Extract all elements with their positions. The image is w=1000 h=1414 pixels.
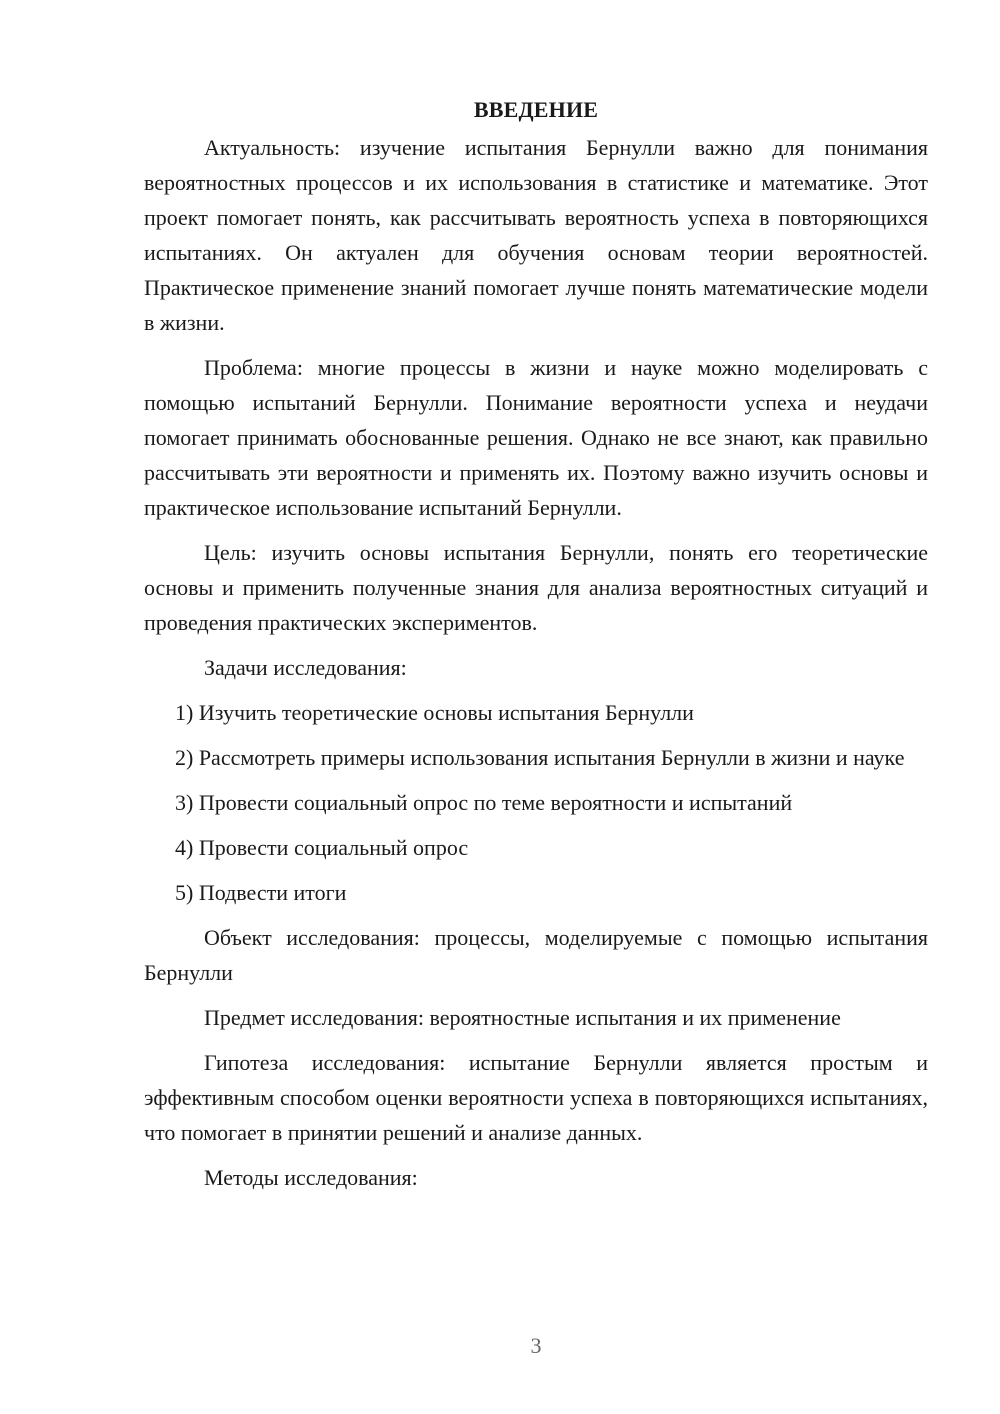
- paragraph-relevance: Актуальность: изучение испытания Бернулли важно для понимания вероятностных процессов и их использования в статистике и математике. Этот проект помогает понять, как рассчитывать вероятность успеха в повторяющихся испытаниях. Он актуален для обучения основам теории вероятностей. Практическое применение знаний помогает лучше понять математические модели в жизни.: [144, 135, 928, 335]
- paragraph-hypothesis: Гипотеза исследования: испытание Бернулли является простым и эффективным способом оценки вероятности успеха в повторяющихся испытаниях, что помогает в принятии решений и анализе данных.: [144, 1050, 928, 1145]
- document-page: [144, 95, 928, 1195]
- section-heading: ВВЕДЕНИЕ: [473, 97, 599, 122]
- task-item-5: 5) Подвести итоги: [175, 880, 347, 905]
- task-item-2: 2) Рассмотреть примеры использования испытания Бернулли в жизни и науке: [175, 745, 905, 770]
- paragraph-goal: Цель: изучить основы испытания Бернулли, понять его теоретические основы и применить полученные знания для анализа вероятностных ситуаций и проведения практических экспериментов.: [144, 540, 928, 635]
- task-item-4: 4) Провести социальный опрос: [175, 835, 469, 860]
- paragraph-object: Объект исследования: процессы, моделируемые с помощью испытания Бернулли: [144, 925, 928, 985]
- methods-heading: Методы исследования:: [204, 1165, 418, 1190]
- paragraph-problem: Проблема: многие процессы в жизни и науке можно моделировать с помощью испытаний Бернулли. Понимание вероятности успеха и неудачи помогает принимать обоснованные решения. Однако не все знают, как правильно рассчитывать эти вероятности и применять их. Поэтому важно изучить основы и практическое использование испытаний Бернулли.: [144, 355, 928, 520]
- tasks-heading: Задачи исследования:: [204, 655, 407, 680]
- task-item-3: 3) Провести социальный опрос по теме вероятности и испытаний: [175, 790, 793, 815]
- paragraph-subject: Предмет исследования: вероятностные испытания и их применение: [204, 1005, 841, 1030]
- page-number: 3: [530, 1333, 542, 1358]
- task-item-1: 1) Изучить теоретические основы испытания Бернулли: [175, 700, 694, 725]
